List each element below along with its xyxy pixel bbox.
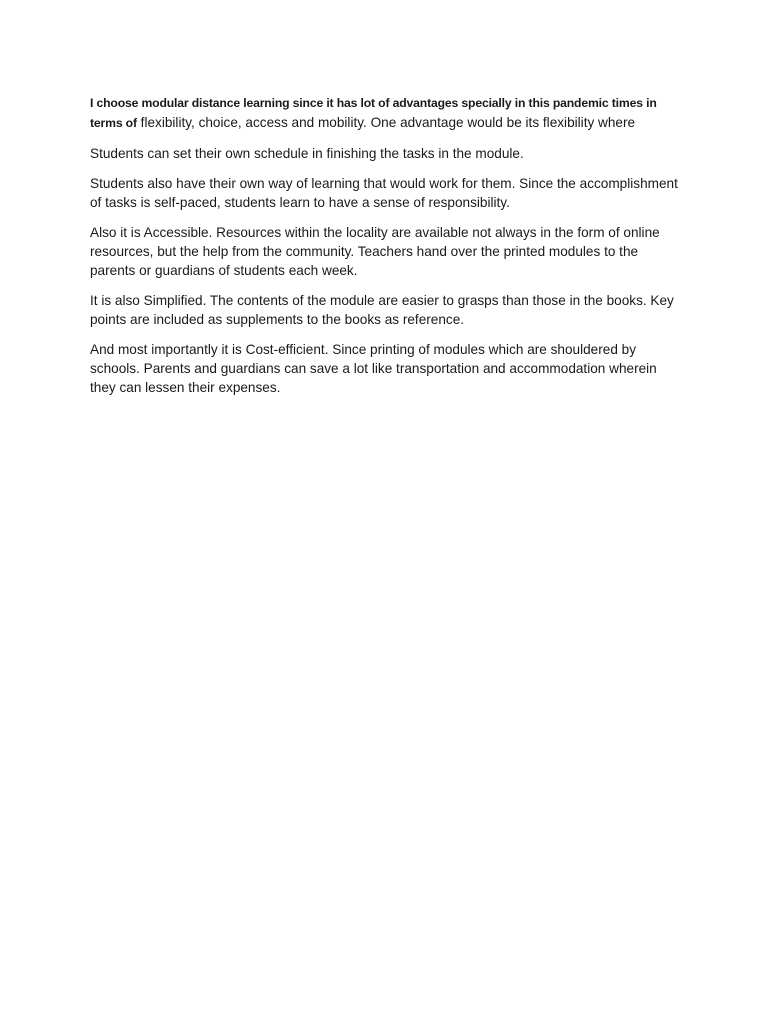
paragraph-schedule: Students can set their own schedule in finishing the tasks in the module. [90, 146, 524, 161]
paragraph-accessible: Also it is Accessible. Resources within the locality are available not always in the form of online resources, but the help from the community. Teachers hand over the printed modules to the parents or guardians of students each week. [90, 225, 660, 278]
intro-paragraph [90, 93, 680, 133]
document-body [90, 93, 680, 408]
intro-bold-text: I choose modular distance learning since it has lot of advantages specially in this pandemic times in terms of [90, 96, 657, 130]
paragraph-cost-efficient: And most importantly it is Cost-efficient. Since printing of modules which are shouldered by schools. Parents and guardians can save a lot like transportation and accommodation wherein they can lessen their expenses. [90, 342, 657, 395]
paragraph-learning-way: Students also have their own way of learning that would work for them. Since the accomplishment of tasks is self-paced, students learn to have a sense of responsibility. [90, 176, 678, 210]
intro-regular-text: flexibility, choice, access and mobility. One advantage would be its flexibility where [136, 115, 636, 130]
paragraph-simplified: It is also Simplified. The contents of the module are easier to grasps than those in the books. Key points are included as supplements to the books as reference. [90, 293, 674, 327]
